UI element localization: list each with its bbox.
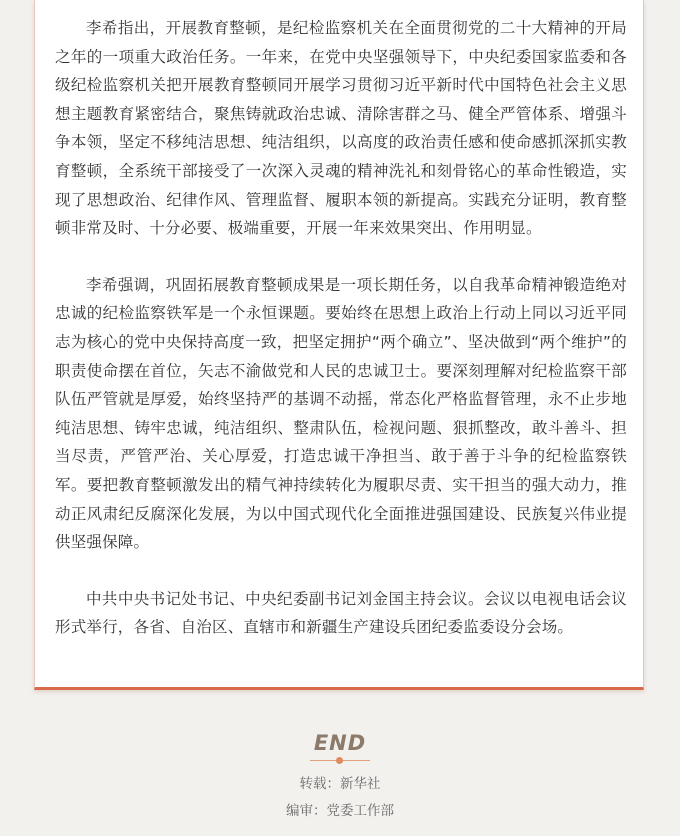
editor-credit: 编审：党委工作部 (286, 803, 394, 819)
article-footer (0, 728, 680, 821)
article-paragraph-1: 李希指出，开展教育整顿，是纪检监察机关在全面贯彻党的二十大精神的开局之年的一项重大政治任务。一年来，在党中央坚强领导下，中央纪委国家监委和各级纪检监察机关把开展教育整顿同开展学习贯彻习近平新时代中国特色社会主义思想主题教育紧密结合，聚焦铸就政治忠诚、清除害群之马、健全严管体系、增强斗争本领，坚定不移纯洁思想、纯洁组织，以高度的政治责任感和使命感抓深抓实教育整顿，全系统干部接受了一次深入灵魂的精神洗礼和刻骨铭心的革命性锻造，实现了思想政治、纪律作风、管理监督、履职本领的新提高。实践充分证明，教育整顿非常及时、十分必要、极端重要，开展一年来效果突出、作用明显。 (55, 19, 627, 238)
end-mark: END (313, 731, 367, 755)
end-dot-icon (336, 757, 343, 764)
article-body (55, 14, 627, 670)
source-credit: 转载：新华社 (299, 776, 381, 792)
end-divider (310, 760, 370, 761)
article-paragraph-2: 李希强调，巩固拓展教育整顿成果是一项长期任务，以自我革命精神锻造绝对忠诚的纪检监察铁军是一个永恒课题。要始终在思想上政治上行动上同以习近平同志为核心的党中央保持高度一致，把坚定拥护“两个确立”、坚决做到“两个维护”的职责使命摆在首位，矢志不渝做党和人民的忠诚卫士。要深刻理解对纪检监察干部队伍严管就是厚爱，始终坚持严的基调不动摇，常态化严格监督管理，永不止步地纯洁思想、铸牢忠诚，纯洁组织、整肃队伍，检视问题、狠抓整改，敢斗善斗、担当尽责，严管严治、关心厚爱，打造忠诚干净担当、敢于善于斗争的纪检监察铁军。要把教育整顿激发出的精气神持续转化为履职尽责、实干担当的强大动力，推动正风肃纪反腐深化发展，为以中国式现代化全面推进强国建设、民族复兴伟业提供坚强保障。 (55, 275, 627, 552)
article-card (34, 0, 644, 690)
article-paragraph-3: 中共中央书记处书记、中央纪委副书记刘金国主持会议。会议以电视电话会议形式举行，各省、自治区、直辖市和新疆生产建设兵团纪委监委设分会场。 (55, 589, 627, 637)
